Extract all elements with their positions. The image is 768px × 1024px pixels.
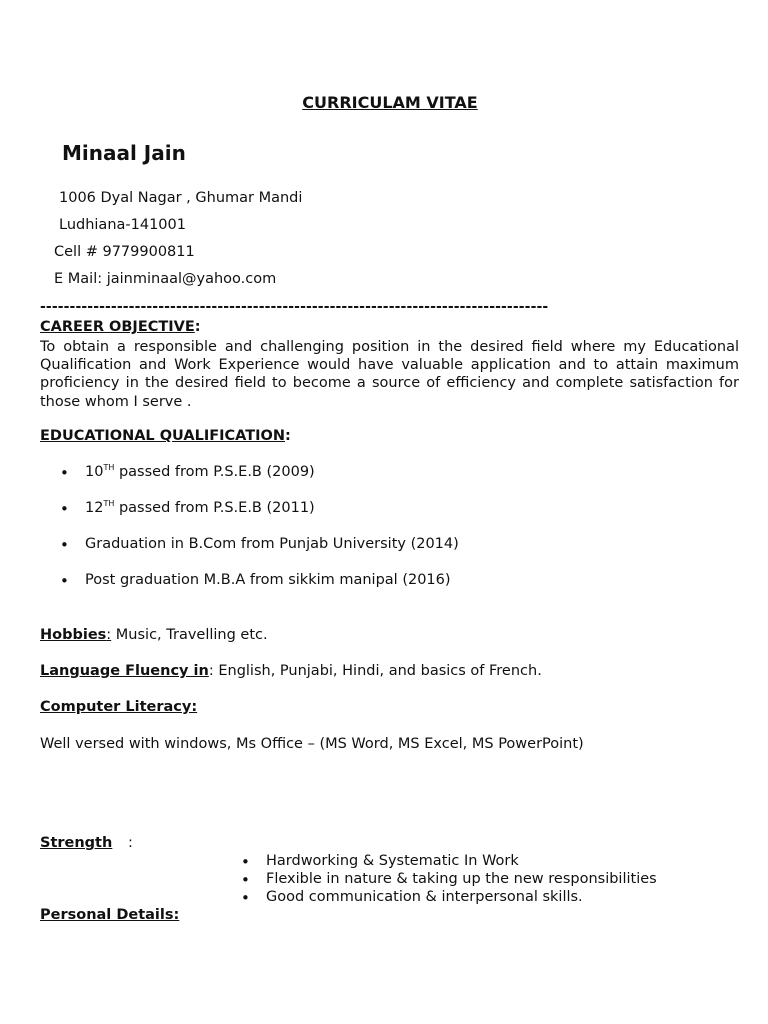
career-objective-colon: :	[194, 319, 201, 335]
bullet-icon: •	[241, 889, 250, 907]
education-heading	[40, 428, 291, 444]
email-address: E Mail: jainminaal@yahoo.com	[54, 271, 277, 287]
strength-label: Strength	[40, 835, 113, 851]
bullet-icon: •	[60, 536, 69, 554]
computer-literacy-heading: Computer Literacy:	[40, 699, 198, 715]
education-item-superscript: TH	[103, 463, 115, 472]
language-label: Language Fluency in	[40, 663, 209, 679]
bullet-icon: •	[241, 871, 250, 889]
list-item: Flexible in nature & taking up the new responsibilities	[266, 871, 657, 887]
address-line-2: Ludhiana-141001	[59, 217, 186, 233]
education-item-superscript: TH	[103, 499, 115, 508]
document-title: CURRICULAM VITAE	[302, 93, 478, 112]
list-item	[85, 572, 451, 588]
education-item-number: 12	[85, 500, 104, 516]
education-item-number: 10	[85, 464, 104, 480]
hobbies-value: Music, Travelling etc.	[111, 627, 268, 643]
candidate-name: Minaal Jain	[62, 141, 186, 165]
hobbies-row	[40, 627, 268, 643]
bullet-icon: •	[60, 572, 69, 590]
bullet-icon: •	[241, 853, 250, 871]
education-item-text: Graduation in B.Com from Punjab University (2014)	[85, 536, 459, 552]
language-value: : English, Punjabi, Hindi, and basics of French.	[208, 663, 542, 679]
strength-colon: :	[128, 835, 133, 851]
list-item	[85, 464, 315, 480]
computer-literacy-text: Well versed with windows, Ms Office – (MS Word, MS Excel, MS PowerPoint)	[40, 736, 584, 752]
education-heading-text: EDUCATIONAL QUALIFICATION	[40, 428, 286, 444]
address-line-1: 1006 Dyal Nagar , Ghumar Mandi	[59, 190, 303, 206]
bullet-icon: •	[60, 464, 69, 482]
strength-row	[40, 835, 112, 851]
separator-line: --------------------------------------------------------------------------------------	[40, 299, 549, 315]
education-item-text: Post graduation M.B.A from sikkim manipal (2016)	[85, 572, 451, 588]
list-item	[85, 500, 315, 516]
career-objective-heading	[40, 319, 201, 335]
education-colon: :	[285, 428, 291, 444]
list-item: Good communication & interpersonal skills.	[266, 889, 583, 905]
bullet-icon: •	[60, 500, 69, 518]
list-item: Hardworking & Systematic In Work	[266, 853, 519, 869]
cell-number: Cell # 9779900811	[54, 244, 195, 260]
hobbies-colon: :	[106, 627, 112, 643]
hobbies-label: Hobbies	[40, 627, 107, 643]
career-objective-text: To obtain a responsible and challenging position in the desired field where my Educational Qualification and Work Experience would have valuable application and to attain maximum proficiency in the desired field to become a source of efficiency and complete satisfaction for those whom I serve .	[40, 339, 739, 410]
personal-details-heading: Personal Details:	[40, 907, 180, 923]
education-item-text: passed from P.S.E.B (2009)	[114, 464, 315, 480]
education-item-text: passed from P.S.E.B (2011)	[114, 500, 315, 516]
language-row	[40, 663, 542, 679]
list-item	[85, 536, 459, 552]
career-objective-heading-text: CAREER OBJECTIVE	[40, 319, 195, 335]
